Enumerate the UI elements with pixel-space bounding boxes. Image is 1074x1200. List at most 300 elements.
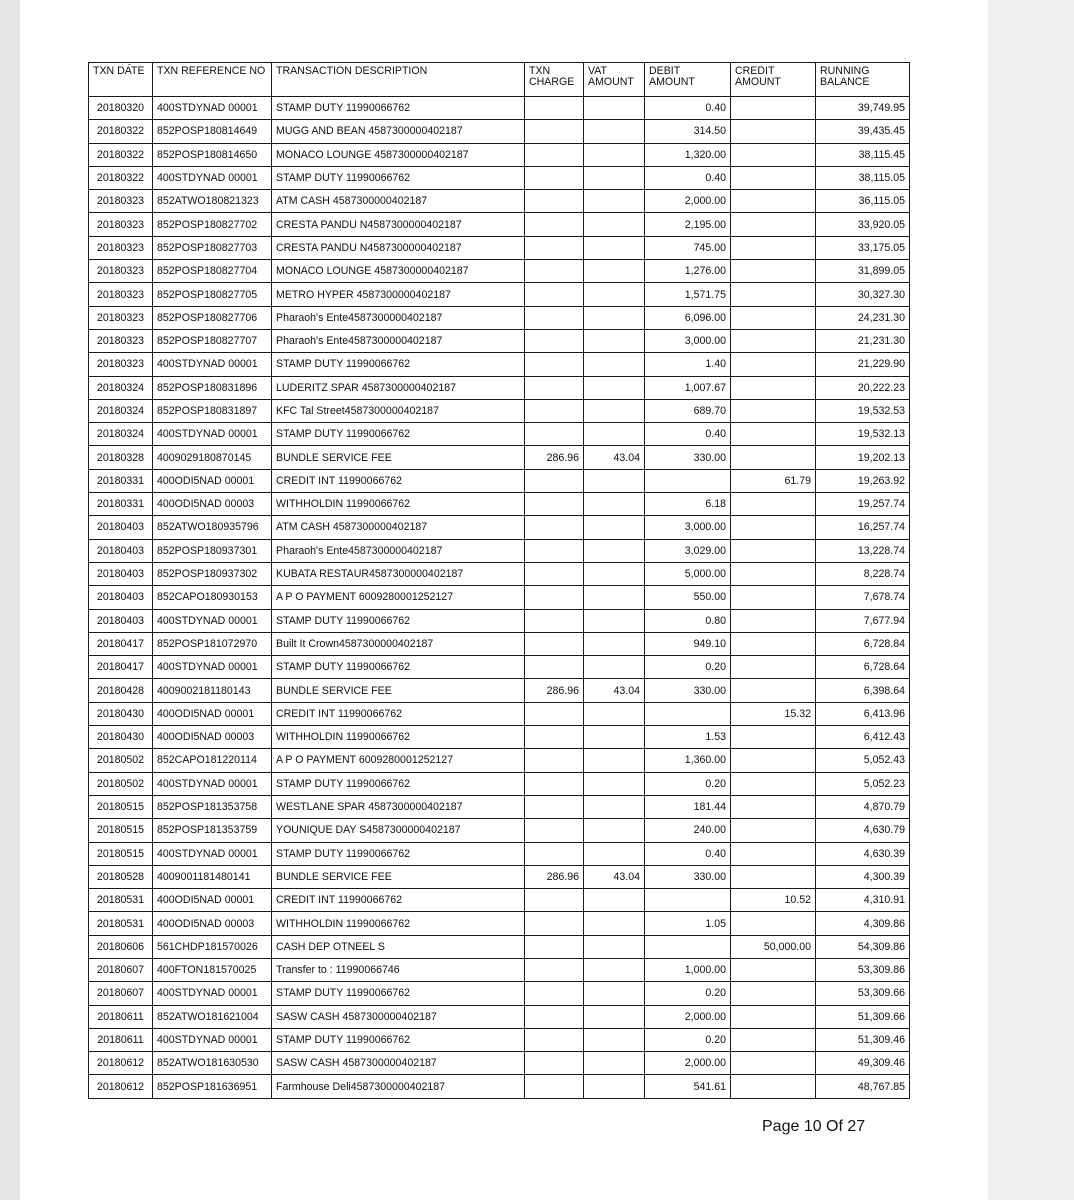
cell-txn-charge [525,656,584,679]
cell-txn-date: 20180403 [89,562,153,585]
table-row [89,1075,910,1098]
cell-txn-reference: 400ODI5NAD 00001 [153,469,272,492]
cell-transaction-description: STAMP DUTY 11990066762 [272,609,525,632]
cell-txn-reference: 852POSP180814650 [153,143,272,166]
cell-debit-amount: 330.00 [645,679,731,702]
cell-txn-date: 20180531 [89,912,153,935]
cell-txn-date: 20180322 [89,166,153,189]
cell-txn-reference: 852POSP180814649 [153,120,272,143]
cell-vat-amount [584,260,645,283]
cell-txn-date: 20180611 [89,1005,153,1028]
cell-credit-amount [731,306,816,329]
cell-txn-date: 20180323 [89,213,153,236]
cell-txn-date: 20180417 [89,632,153,655]
cell-debit-amount [645,935,731,958]
cell-transaction-description: STAMP DUTY 11990066762 [272,772,525,795]
table-row [89,726,910,749]
cell-txn-reference: 400FTON181570025 [153,958,272,981]
cell-credit-amount [731,516,816,539]
cell-txn-date: 20180428 [89,679,153,702]
cell-vat-amount [584,726,645,749]
table-body [89,97,910,1099]
cell-txn-charge [525,469,584,492]
cell-txn-charge [525,842,584,865]
cell-vat-amount [584,889,645,912]
cell-txn-date: 20180430 [89,726,153,749]
cell-txn-charge [525,1052,584,1075]
table-row [89,446,910,469]
cell-vat-amount [584,213,645,236]
cell-running-balance: 53,309.86 [816,958,910,981]
cell-credit-amount [731,679,816,702]
cell-txn-charge [525,795,584,818]
cell-debit-amount: 314.50 [645,120,731,143]
cell-txn-reference: 852ATWO181630530 [153,1052,272,1075]
cell-running-balance: 7,677.94 [816,609,910,632]
cell-credit-amount [731,1005,816,1028]
cell-vat-amount [584,493,645,516]
cell-credit-amount [731,283,816,306]
cell-txn-charge [525,609,584,632]
cell-running-balance: 8,228.74 [816,562,910,585]
cell-debit-amount: 2,000.00 [645,190,731,213]
cell-vat-amount [584,283,645,306]
cell-vat-amount [584,423,645,446]
cell-vat-amount: 43.04 [584,446,645,469]
cell-txn-charge [525,166,584,189]
cell-txn-reference: 400ODI5NAD 00003 [153,912,272,935]
cell-txn-date: 20180606 [89,935,153,958]
col-debit-amount: DEBIT AMOUNT [645,63,731,97]
cell-transaction-description: METRO HYPER 4587300000402187 [272,283,525,306]
cell-debit-amount: 1.05 [645,912,731,935]
cell-debit-amount: 2,000.00 [645,1052,731,1075]
cell-txn-reference: 852POSP180827705 [153,283,272,306]
col-credit-amount: CREDIT AMOUNT [731,63,816,97]
cell-txn-charge [525,236,584,259]
table-row [89,236,910,259]
cell-running-balance: 39,435.45 [816,120,910,143]
cell-transaction-description: YOUNIQUE DAY S4587300000402187 [272,819,525,842]
table-row [89,865,910,888]
cell-vat-amount [584,819,645,842]
cell-debit-amount: 3,000.00 [645,329,731,352]
cell-transaction-description: STAMP DUTY 11990066762 [272,166,525,189]
cell-transaction-description: BUNDLE SERVICE FEE [272,679,525,702]
cell-running-balance: 16,257.74 [816,516,910,539]
cell-debit-amount: 745.00 [645,236,731,259]
cell-txn-reference: 400STDYNAD 00001 [153,97,272,120]
col-vat-amount: VAT AMOUNT [584,63,645,97]
cell-debit-amount: 0.40 [645,166,731,189]
cell-txn-date: 20180323 [89,190,153,213]
cell-vat-amount [584,306,645,329]
cell-txn-date: 20180331 [89,493,153,516]
cell-txn-charge [525,539,584,562]
cell-running-balance: 6,413.96 [816,702,910,725]
cell-debit-amount: 0.20 [645,1028,731,1051]
cell-running-balance: 4,309.86 [816,912,910,935]
cell-txn-reference: 852POSP180831896 [153,376,272,399]
cell-txn-date: 20180322 [89,120,153,143]
cell-running-balance: 54,309.86 [816,935,910,958]
cell-vat-amount [584,353,645,376]
cell-vat-amount [584,935,645,958]
cell-credit-amount [731,749,816,772]
cell-credit-amount: 61.79 [731,469,816,492]
cell-transaction-description: LUDERITZ SPAR 4587300000402187 [272,376,525,399]
cell-running-balance: 19,257.74 [816,493,910,516]
table-row [89,283,910,306]
cell-running-balance: 38,115.05 [816,166,910,189]
cell-transaction-description: MONACO LOUNGE 4587300000402187 [272,260,525,283]
table-row [89,493,910,516]
cell-transaction-description: ATM CASH 4587300000402187 [272,516,525,539]
table-row [89,97,910,120]
cell-txn-reference: 852ATWO181621004 [153,1005,272,1028]
cell-debit-amount: 0.40 [645,97,731,120]
cell-debit-amount: 0.20 [645,982,731,1005]
cell-credit-amount [731,795,816,818]
table-row [89,1005,910,1028]
cell-credit-amount: 15.32 [731,702,816,725]
cell-running-balance: 24,231.30 [816,306,910,329]
cell-txn-date: 20180531 [89,889,153,912]
cell-debit-amount: 1,320.00 [645,143,731,166]
cell-vat-amount [584,1028,645,1051]
cell-txn-date: 20180403 [89,586,153,609]
table-row [89,539,910,562]
table-row [89,912,910,935]
cell-credit-amount [731,609,816,632]
viewer-right-margin [988,0,1074,1200]
cell-txn-date: 20180403 [89,516,153,539]
cell-running-balance: 19,263.92 [816,469,910,492]
cell-transaction-description: Built It Crown4587300000402187 [272,632,525,655]
cell-vat-amount: 43.04 [584,679,645,702]
table-row [89,469,910,492]
cell-running-balance: 51,309.66 [816,1005,910,1028]
cell-running-balance: 6,728.84 [816,632,910,655]
cell-transaction-description: WITHHOLDIN 11990066762 [272,493,525,516]
cell-txn-date: 20180502 [89,772,153,795]
cell-running-balance: 38,115.45 [816,143,910,166]
cell-credit-amount [731,353,816,376]
cell-transaction-description: MONACO LOUNGE 4587300000402187 [272,143,525,166]
cell-credit-amount [731,958,816,981]
cell-vat-amount [584,632,645,655]
cell-credit-amount [731,842,816,865]
cell-transaction-description: KUBATA RESTAUR4587300000402187 [272,562,525,585]
cell-credit-amount [731,97,816,120]
cell-transaction-description: Farmhouse Deli4587300000402187 [272,1075,525,1098]
cell-txn-date: 20180323 [89,329,153,352]
cell-txn-reference: 400STDYNAD 00001 [153,353,272,376]
table-row [89,958,910,981]
cell-txn-reference: 852POSP181353759 [153,819,272,842]
cell-vat-amount [584,795,645,818]
cell-txn-charge [525,982,584,1005]
scan-speck [128,64,131,65]
cell-vat-amount [584,516,645,539]
cell-txn-date: 20180320 [89,97,153,120]
cell-txn-date: 20180324 [89,399,153,422]
cell-txn-charge [525,1028,584,1051]
cell-transaction-description: A P O PAYMENT 6009280001252127 [272,586,525,609]
cell-running-balance: 48,767.85 [816,1075,910,1098]
cell-txn-reference: 852POSP180827702 [153,213,272,236]
cell-transaction-description: STAMP DUTY 11990066762 [272,423,525,446]
cell-txn-reference: 400ODI5NAD 00003 [153,726,272,749]
cell-txn-charge [525,120,584,143]
cell-vat-amount [584,609,645,632]
cell-txn-reference: 400STDYNAD 00001 [153,166,272,189]
cell-transaction-description: Pharaoh's Ente4587300000402187 [272,539,525,562]
table-row [89,1052,910,1075]
cell-debit-amount [645,889,731,912]
cell-txn-reference: 852POSP180827703 [153,236,272,259]
cell-running-balance: 19,202.13 [816,446,910,469]
cell-txn-charge [525,97,584,120]
cell-debit-amount: 541.61 [645,1075,731,1098]
cell-transaction-description: BUNDLE SERVICE FEE [272,446,525,469]
table-row [89,935,910,958]
cell-txn-date: 20180612 [89,1075,153,1098]
cell-vat-amount [584,562,645,585]
cell-credit-amount: 10.52 [731,889,816,912]
cell-txn-charge [525,143,584,166]
cell-txn-charge [525,958,584,981]
cell-txn-reference: 852POSP180937301 [153,539,272,562]
cell-running-balance: 33,175.05 [816,236,910,259]
cell-running-balance: 21,231.30 [816,329,910,352]
table-row [89,166,910,189]
cell-vat-amount [584,958,645,981]
table-row [89,213,910,236]
cell-running-balance: 21,229.90 [816,353,910,376]
cell-credit-amount [731,865,816,888]
cell-txn-reference: 852CAPO181220114 [153,749,272,772]
cell-running-balance: 6,728.64 [816,656,910,679]
cell-vat-amount [584,329,645,352]
cell-debit-amount: 0.20 [645,656,731,679]
cell-transaction-description: ATM CASH 4587300000402187 [272,190,525,213]
cell-txn-reference: 400STDYNAD 00001 [153,772,272,795]
cell-running-balance: 4,300.39 [816,865,910,888]
cell-txn-date: 20180515 [89,842,153,865]
cell-running-balance: 13,228.74 [816,539,910,562]
cell-debit-amount: 6.18 [645,493,731,516]
cell-txn-date: 20180612 [89,1052,153,1075]
cell-txn-reference: 852CAPO180930153 [153,586,272,609]
table-row [89,679,910,702]
cell-txn-charge [525,726,584,749]
cell-running-balance: 5,052.23 [816,772,910,795]
cell-txn-charge [525,260,584,283]
table-row [89,260,910,283]
cell-running-balance: 6,398.64 [816,679,910,702]
cell-vat-amount [584,982,645,1005]
cell-credit-amount [731,423,816,446]
cell-vat-amount [584,190,645,213]
cell-txn-date: 20180515 [89,795,153,818]
cell-txn-reference: 400STDYNAD 00001 [153,982,272,1005]
transactions-table [88,62,910,1099]
cell-txn-reference: 852ATWO180821323 [153,190,272,213]
cell-running-balance: 19,532.13 [816,423,910,446]
cell-debit-amount [645,702,731,725]
cell-txn-reference: 852POSP180827707 [153,329,272,352]
cell-debit-amount: 181.44 [645,795,731,818]
cell-credit-amount [731,1075,816,1098]
cell-txn-date: 20180323 [89,283,153,306]
table-row [89,819,910,842]
cell-transaction-description: KFC Tal Street4587300000402187 [272,399,525,422]
cell-transaction-description: STAMP DUTY 11990066762 [272,656,525,679]
cell-credit-amount [731,236,816,259]
page-number: Page 10 Of 27 [762,1118,866,1135]
cell-vat-amount [584,842,645,865]
cell-credit-amount [731,632,816,655]
table-row [89,749,910,772]
cell-txn-charge [525,306,584,329]
cell-running-balance: 4,310.91 [816,889,910,912]
cell-txn-reference: 852POSP181636951 [153,1075,272,1098]
cell-running-balance: 6,412.43 [816,726,910,749]
cell-debit-amount: 330.00 [645,446,731,469]
cell-running-balance: 53,309.66 [816,982,910,1005]
cell-txn-date: 20180430 [89,702,153,725]
cell-txn-date: 20180328 [89,446,153,469]
cell-running-balance: 31,899.05 [816,260,910,283]
cell-debit-amount: 1,360.00 [645,749,731,772]
cell-txn-reference: 852POSP180827704 [153,260,272,283]
cell-txn-reference: 400ODI5NAD 00001 [153,889,272,912]
cell-transaction-description: STAMP DUTY 11990066762 [272,842,525,865]
cell-txn-reference: 852POSP180827706 [153,306,272,329]
cell-vat-amount [584,772,645,795]
cell-debit-amount: 2,195.00 [645,213,731,236]
col-txn-reference: TXN REFERENCE NO [153,63,272,97]
cell-txn-reference: 852POSP181072970 [153,632,272,655]
cell-txn-charge [525,353,584,376]
cell-transaction-description: CRESTA PANDU N4587300000402187 [272,213,525,236]
cell-debit-amount: 1.53 [645,726,731,749]
cell-txn-reference: 400STDYNAD 00001 [153,842,272,865]
cell-transaction-description: WESTLANE SPAR 4587300000402187 [272,795,525,818]
cell-running-balance: 36,115.05 [816,190,910,213]
cell-txn-charge [525,935,584,958]
cell-debit-amount: 3,029.00 [645,539,731,562]
cell-transaction-description: WITHHOLDIN 11990066762 [272,912,525,935]
cell-vat-amount [584,586,645,609]
table-row [89,632,910,655]
cell-credit-amount [731,120,816,143]
cell-txn-charge [525,399,584,422]
table-row [89,656,910,679]
cell-txn-date: 20180417 [89,656,153,679]
table-row [89,399,910,422]
cell-transaction-description: CRESTA PANDU N4587300000402187 [272,236,525,259]
cell-running-balance: 4,870.79 [816,795,910,818]
cell-debit-amount: 6,096.00 [645,306,731,329]
cell-credit-amount [731,493,816,516]
cell-txn-charge [525,1075,584,1098]
cell-debit-amount: 1,007.67 [645,376,731,399]
cell-txn-reference: 4009001181480141 [153,865,272,888]
cell-credit-amount [731,656,816,679]
cell-transaction-description: CREDIT INT 11990066762 [272,702,525,725]
cell-txn-charge [525,190,584,213]
cell-txn-charge [525,819,584,842]
table-row [89,702,910,725]
table-row [89,586,910,609]
cell-txn-charge [525,329,584,352]
cell-txn-date: 20180611 [89,1028,153,1051]
cell-credit-amount [731,399,816,422]
cell-running-balance: 49,309.46 [816,1052,910,1075]
cell-credit-amount [731,586,816,609]
cell-vat-amount [584,399,645,422]
table-row [89,423,910,446]
cell-debit-amount: 0.80 [645,609,731,632]
cell-txn-reference: 400ODI5NAD 00001 [153,702,272,725]
cell-txn-reference: 400STDYNAD 00001 [153,1028,272,1051]
cell-txn-charge [525,283,584,306]
table-row [89,842,910,865]
cell-credit-amount [731,562,816,585]
cell-txn-date: 20180403 [89,539,153,562]
cell-txn-charge [525,749,584,772]
cell-running-balance: 7,678.74 [816,586,910,609]
cell-transaction-description: BUNDLE SERVICE FEE [272,865,525,888]
cell-running-balance: 5,052.43 [816,749,910,772]
cell-debit-amount: 550.00 [645,586,731,609]
col-transaction-description: TRANSACTION DESCRIPTION [272,63,525,97]
cell-txn-reference: 400STDYNAD 00001 [153,656,272,679]
cell-transaction-description: WITHHOLDIN 11990066762 [272,726,525,749]
cell-debit-amount: 3,000.00 [645,516,731,539]
cell-txn-charge [525,912,584,935]
cell-credit-amount [731,772,816,795]
cell-credit-amount [731,1052,816,1075]
cell-running-balance: 4,630.79 [816,819,910,842]
cell-txn-reference: 852POSP181353758 [153,795,272,818]
cell-transaction-description: CREDIT INT 11990066762 [272,889,525,912]
table-row [89,190,910,213]
cell-txn-date: 20180528 [89,865,153,888]
table-header-row [89,63,910,97]
cell-running-balance: 51,309.46 [816,1028,910,1051]
table-row [89,376,910,399]
cell-credit-amount [731,982,816,1005]
cell-vat-amount [584,97,645,120]
col-running-balance: RUNNING BALANCE [816,63,910,97]
cell-txn-reference: 4009002181180143 [153,679,272,702]
cell-credit-amount [731,819,816,842]
cell-txn-date: 20180323 [89,306,153,329]
cell-txn-charge [525,586,584,609]
cell-credit-amount [731,1028,816,1051]
cell-vat-amount [584,656,645,679]
cell-transaction-description: STAMP DUTY 11990066762 [272,1028,525,1051]
cell-txn-charge [525,702,584,725]
cell-txn-charge: 286.96 [525,446,584,469]
cell-running-balance: 4,630.39 [816,842,910,865]
cell-txn-charge [525,1005,584,1028]
cell-txn-date: 20180607 [89,982,153,1005]
table-row [89,889,910,912]
